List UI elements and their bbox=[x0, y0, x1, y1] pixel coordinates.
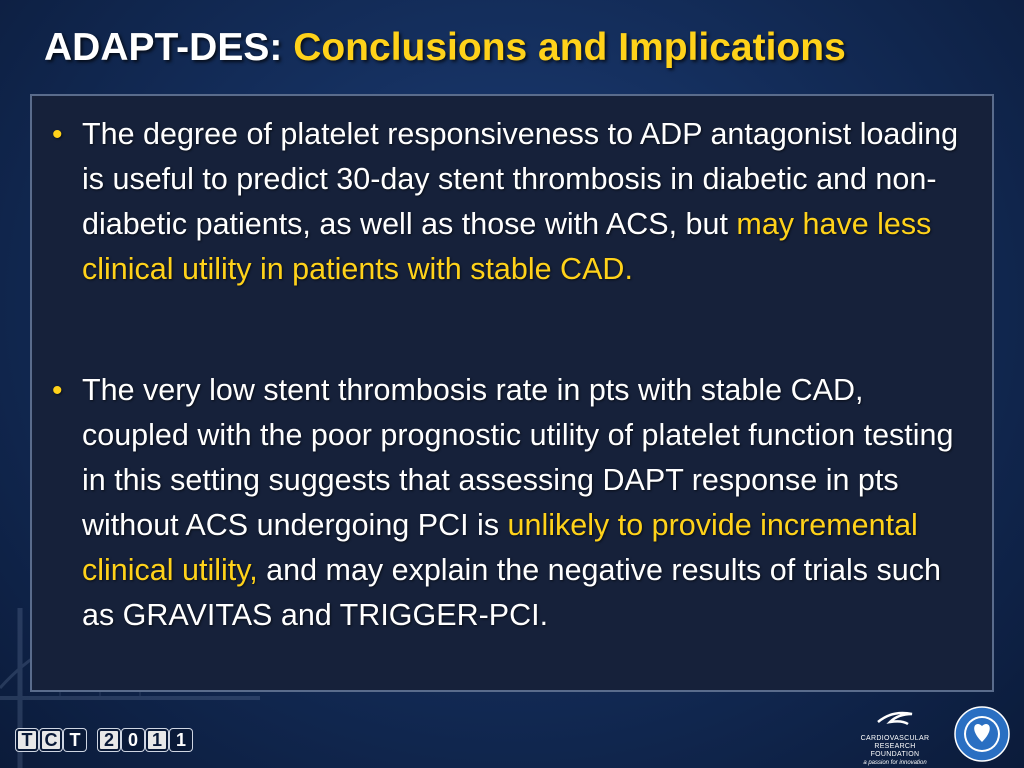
year-digit-tile: 2 bbox=[98, 729, 120, 751]
bullet-1 bbox=[52, 112, 972, 292]
crf-name-line2: RESEARCH FOUNDATION bbox=[870, 743, 920, 758]
year-digit-tile: 1 bbox=[146, 729, 168, 751]
tct-letter-tile: C bbox=[40, 729, 62, 751]
acc-seal-icon bbox=[954, 706, 1010, 762]
year-digit-tile: 1 bbox=[170, 729, 192, 751]
tct-letter-tile: T bbox=[16, 729, 38, 751]
crf-name-line1: CARDIOVASCULAR bbox=[860, 735, 930, 742]
bullet-2 bbox=[52, 368, 972, 638]
tct-letter-tile: T bbox=[64, 729, 86, 751]
bullet-1-highlight: may have less clinical utility in patients with stable CAD. bbox=[82, 207, 932, 286]
content-panel bbox=[30, 94, 994, 692]
title-main: ADAPT-DES: bbox=[44, 26, 294, 69]
crf-logo bbox=[850, 708, 940, 764]
bullet-dot-icon: • bbox=[52, 118, 63, 151]
tct-2011-logo bbox=[16, 729, 192, 751]
slide-title bbox=[44, 26, 846, 70]
bullet-dot-icon: • bbox=[52, 374, 63, 407]
year-digit-tile: 0 bbox=[122, 729, 144, 751]
crf-tagline: a passion for innovation bbox=[863, 760, 927, 766]
bullet-2-text: The very low stent thrombosis rate in pts with stable CAD, coupled with the poor prognostic utility of platelet function testing in this setting suggests that assessing DAPT response in pts without ACS undergoing PCI is bbox=[82, 373, 954, 542]
title-accent: Conclusions and Implications bbox=[293, 26, 846, 69]
bullet-2-tail: and may explain the negative results of trials such as GRAVITAS and TRIGGER-PCI. bbox=[82, 553, 941, 632]
bullet-1-text: The degree of platelet responsiveness to ADP antagonist loading is useful to predict 30-day stent thrombosis in diabetic and non-diabetic patients, as well as those with ACS, but bbox=[82, 117, 959, 241]
bullet-2-highlight: unlikely to provide incremental clinical utility, bbox=[82, 508, 918, 587]
crf-swirl-icon bbox=[872, 708, 918, 730]
